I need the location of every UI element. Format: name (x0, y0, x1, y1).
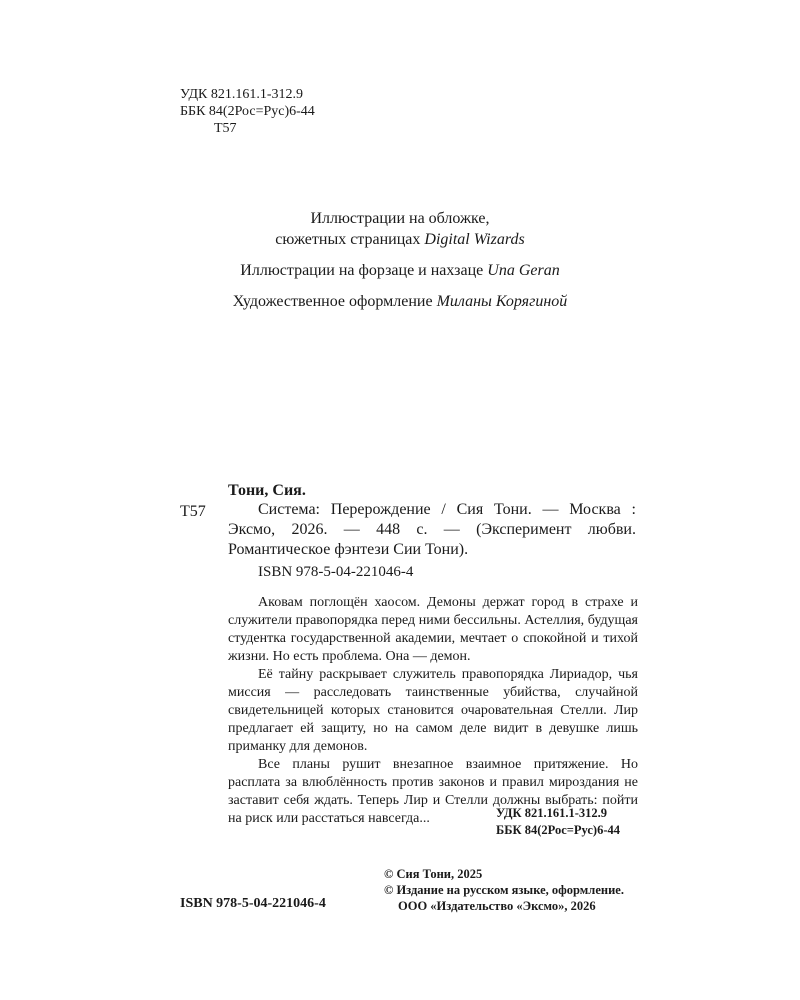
footer-udk-code: УДК 821.161.1-312.9 (496, 806, 607, 820)
bbk-code: ББК 84(2Рос=Рус)6-44 (180, 104, 315, 119)
endpaper-credit-prefix: Иллюстрации на форзаце и нахзаце (240, 262, 488, 279)
classification-codes (180, 86, 315, 137)
endpaper-illustrator: Una Geran (487, 262, 560, 279)
footer-bbk-code: ББК 84(2Рос=Рус)6-44 (496, 823, 620, 837)
copyright-block (384, 866, 624, 914)
illustration-credits (0, 208, 800, 322)
design-credit-prefix: Художественное оформление (232, 293, 437, 310)
author-heading: Тони, Сия. (228, 482, 306, 499)
bottom-isbn: ISBN 978-5-04-221046-4 (180, 896, 326, 911)
copyright-publisher: ООО «Издательство «Эксмо», 2026 (398, 899, 596, 913)
udk-code: УДК 821.161.1-312.9 (180, 87, 304, 102)
isbn-line: ISBN 978-5-04-221046-4 (258, 564, 414, 580)
annotation-paragraph-2: Её тайну раскрывает служитель правопорядка Лириадор, чья миссия — расследовать таинственные убийства, случайной свидетельницей которых становится очаровательная Стелли. Лир предлагает ей защиту, но на самом деле видит в девушке лишь приманку для демонов. (228, 667, 638, 754)
author-mark: Т57 (214, 121, 237, 136)
annotation-paragraph-1: Аковам поглощён хаосом. Демоны держат город в страхе и служители правопорядка перед ними бессильны. Астеллия, будущая студентка государственной академии, мечтает о спокойной и тихой жизни. Но есть проблема. Она — демон. (228, 595, 638, 664)
endpaper-credit (0, 260, 800, 281)
copyright-author: © Сия Тони, 2025 (384, 867, 483, 881)
annotation (228, 594, 638, 828)
cover-credit-line2 (0, 229, 800, 250)
annotation-paragraph-3: Все планы рушит внезапное взаимное притяжение. Но расплата за влюблённость против законов и правил мироздания не заставит себя ждать. Теперь Лир и Стелли должны выбрать: пойти на риск или расстаться навсегда... (228, 757, 638, 826)
footer-classification-codes (496, 805, 620, 839)
cover-credit (0, 208, 800, 250)
bibliographic-mark: Т57 (180, 503, 206, 520)
designer-name: Миланы Корягиной (436, 293, 568, 310)
cover-credit-line1: Иллюстрации на обложке, (310, 210, 490, 227)
design-credit (0, 291, 800, 312)
bibliographic-description: Система: Перерождение / Сия Тони. — Москва : Эксмо, 2026. — 448 с. — (Эксперимент любви. Романтическое фэнтези Сии Тони). (228, 501, 636, 558)
cover-illustrator: Digital Wizards (424, 231, 525, 248)
copyright-edition: © Издание на русском языке, оформление. (384, 883, 624, 897)
cover-credit-prefix: сюжетных страницах (275, 231, 425, 248)
